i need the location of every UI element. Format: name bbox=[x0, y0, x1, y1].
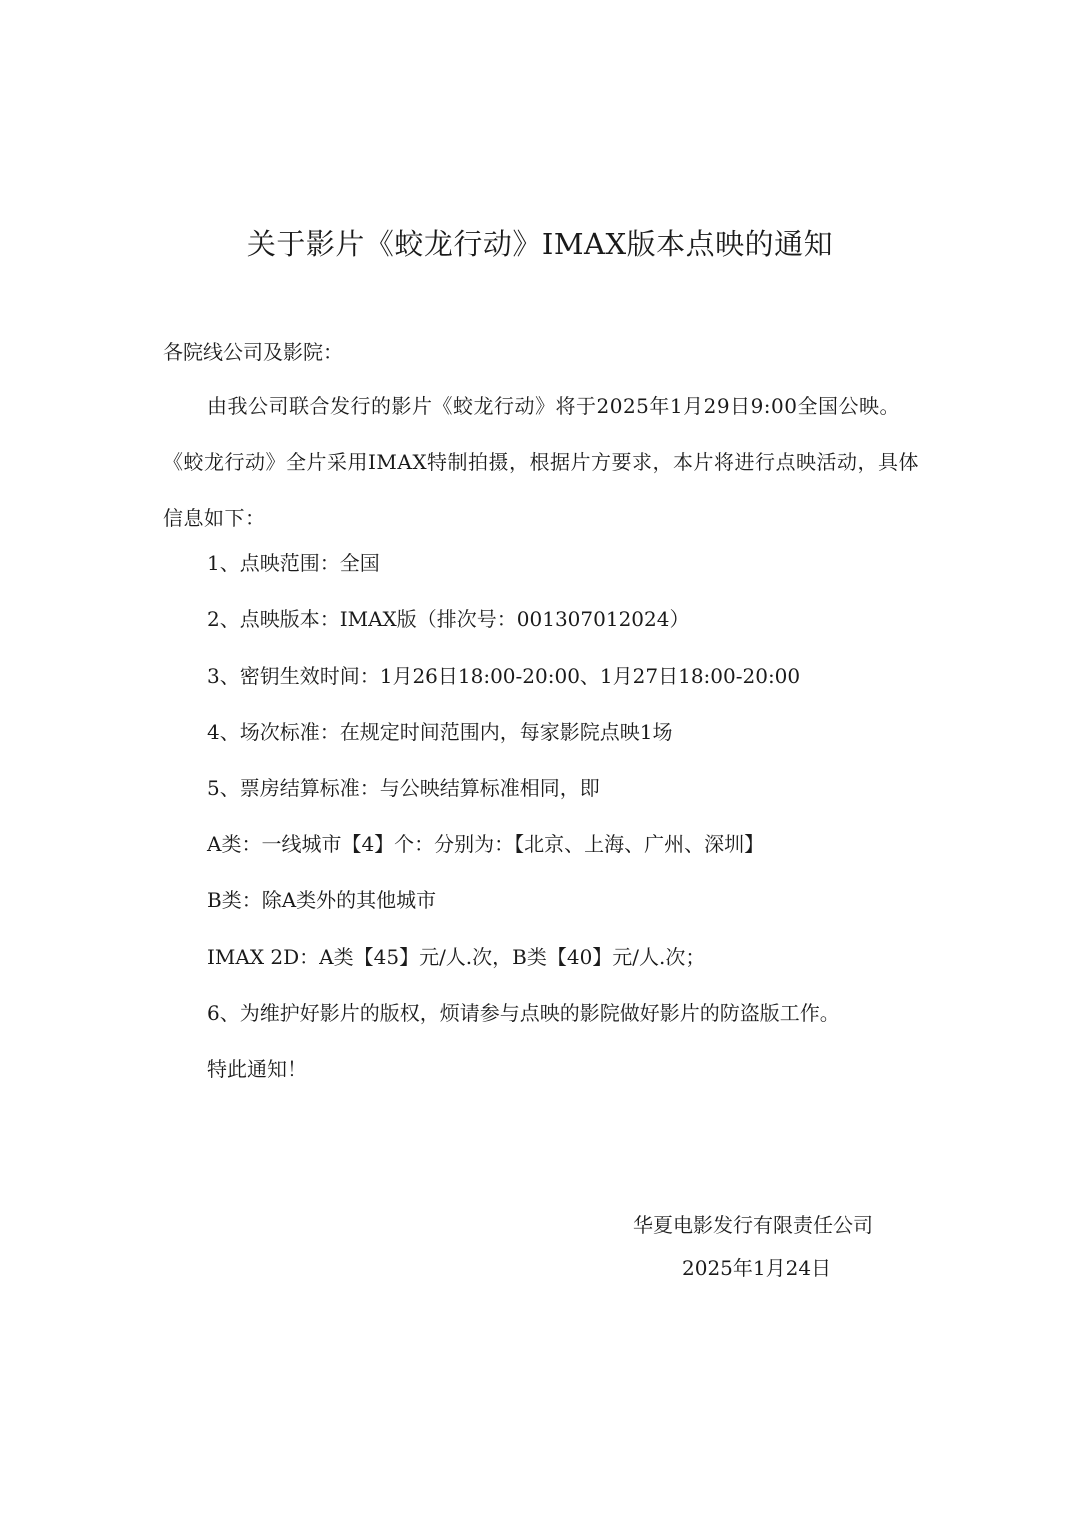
item-class-a-cities: A类：一线城市【4】个：分别为：【北京、上海、广州、深圳】 bbox=[207, 832, 765, 856]
item-imax-2d-price: IMAX 2D：A类【45】元/人.次，B类【40】元/人.次； bbox=[207, 945, 706, 969]
item-key-valid-time: 3、密钥生效时间：1月26日18:00-20:00、1月27日18:00-20:00 bbox=[207, 664, 801, 688]
item-screening-version: 2、点映版本：IMAX版（排次号：001307012024） bbox=[207, 607, 690, 631]
item-class-b-cities: B类：除A类外的其他城市 bbox=[207, 888, 437, 912]
notice-title: 关于影片《蛟龙行动》IMAX版本点映的通知 bbox=[246, 227, 834, 261]
item-session-standard: 4、场次标准：在规定时间范围内，每家影院点映1场 bbox=[207, 720, 673, 744]
item-screening-scope: 1、点映范围：全国 bbox=[207, 551, 380, 575]
item-settlement-standard: 5、票房结算标准：与公映结算标准相同，即 bbox=[207, 776, 600, 800]
item-anti-piracy: 6、为维护好影片的版权，烦请参与点映的影院做好影片的防盗版工作。 bbox=[207, 1001, 840, 1025]
signature-date: 2025年1月24日 bbox=[682, 1256, 832, 1280]
intro-paragraph: 由我公司联合发行的影片《蛟龙行动》将于2025年1月29日9:00全国公映。《蛟龙行动》全片采用IMAX特制拍摄，根据片方要求，本片将进行点映活动，具体信息如下： bbox=[163, 394, 920, 530]
salutation: 各院线公司及影院： bbox=[163, 340, 343, 364]
signature-organization: 华夏电影发行有限责任公司 bbox=[633, 1213, 873, 1237]
closing-remark: 特此通知！ bbox=[207, 1057, 307, 1081]
